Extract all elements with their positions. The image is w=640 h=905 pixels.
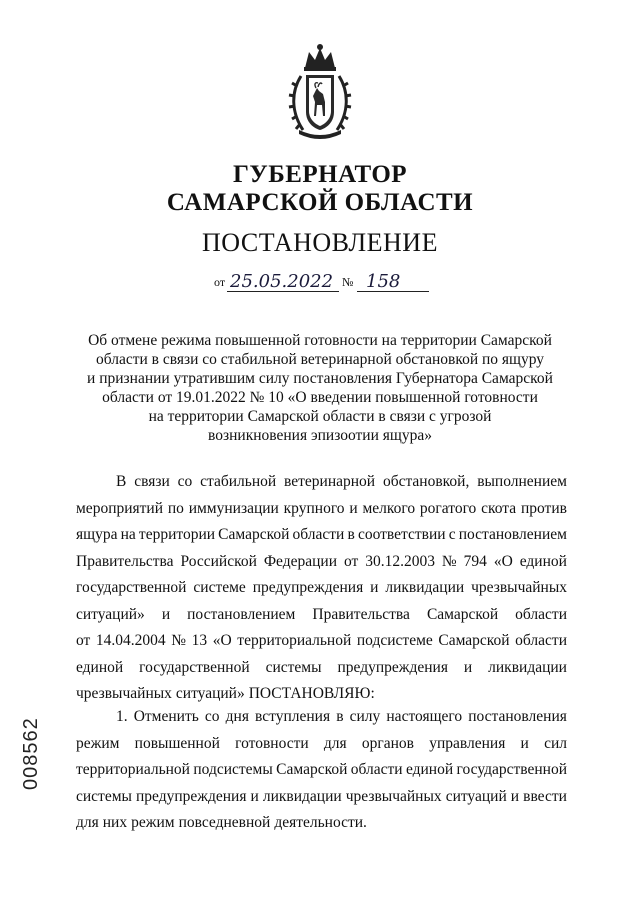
word: на bbox=[120, 526, 136, 543]
document-date: 25.05.2022 bbox=[230, 271, 334, 292]
word: 14.04.2004 bbox=[95, 632, 166, 649]
word: рогатого bbox=[419, 499, 477, 517]
word: В bbox=[116, 473, 127, 490]
text-line bbox=[76, 575, 567, 602]
word: и bbox=[510, 787, 520, 805]
word: выполнением bbox=[477, 473, 567, 490]
word: чрезвычайных bbox=[345, 787, 442, 805]
word: ликвидации bbox=[385, 579, 465, 596]
word: для bbox=[76, 814, 99, 831]
word: от bbox=[343, 552, 359, 570]
word: единой bbox=[519, 552, 567, 570]
word: государственной bbox=[139, 658, 250, 676]
word: территориальной bbox=[76, 761, 190, 778]
text-line bbox=[76, 549, 567, 576]
word: ввести bbox=[523, 787, 567, 805]
word: них bbox=[102, 814, 128, 831]
document-subject bbox=[60, 331, 580, 445]
word: ящура bbox=[76, 526, 118, 543]
text-line bbox=[76, 496, 567, 523]
word: № bbox=[171, 632, 187, 649]
word: ветеринарной bbox=[284, 473, 376, 490]
word: против bbox=[520, 499, 567, 517]
word: Самарской bbox=[276, 761, 348, 778]
word: предупреждения bbox=[337, 658, 448, 676]
word: Отменить bbox=[133, 708, 199, 725]
word: чрезвычайных bbox=[76, 685, 172, 702]
word: мелкого bbox=[362, 499, 416, 517]
word: Правительства bbox=[312, 605, 410, 623]
word: ПОСТАНОВЛЯЮ: bbox=[248, 685, 375, 702]
word: чрезвычайных bbox=[471, 579, 567, 596]
word: органов bbox=[361, 734, 414, 752]
word: Самарской bbox=[218, 526, 290, 543]
word: и bbox=[250, 787, 259, 805]
word: силу bbox=[349, 708, 381, 725]
word: системе bbox=[193, 579, 246, 596]
text-line bbox=[76, 522, 567, 549]
word: ликвидации bbox=[488, 658, 567, 676]
word: деятельности. bbox=[274, 814, 367, 831]
word: предупреждения bbox=[135, 787, 247, 805]
word: в bbox=[336, 708, 344, 725]
word: предупреждения bbox=[252, 579, 364, 596]
word: постановления bbox=[468, 708, 567, 725]
word: территориальной bbox=[237, 632, 352, 649]
word: и bbox=[520, 734, 529, 752]
text-line bbox=[76, 810, 567, 837]
word: и bbox=[349, 499, 358, 517]
word: подсистемы bbox=[193, 761, 273, 778]
word: управления bbox=[429, 734, 506, 752]
word: иммунизации bbox=[188, 499, 279, 517]
word: для bbox=[323, 734, 347, 752]
word: крупного bbox=[283, 499, 345, 517]
word: ситуаций» bbox=[175, 685, 245, 702]
word: постановлением bbox=[458, 526, 567, 543]
region-title: САМАРСКОЙ ОБЛАСТИ bbox=[166, 189, 474, 216]
number-label: № bbox=[342, 275, 354, 289]
text-line bbox=[76, 469, 567, 496]
subject-line: возникновения эпизоотии ящура» bbox=[208, 427, 432, 444]
word: повышенной bbox=[134, 734, 220, 752]
word: обстановкой, bbox=[382, 473, 470, 490]
word: дня bbox=[225, 708, 249, 725]
word: территории bbox=[138, 526, 216, 543]
word: ситуаций» bbox=[76, 605, 145, 623]
word: сил bbox=[544, 734, 567, 752]
subject-line: на территории Самарской области в связи с угрозой bbox=[148, 408, 492, 425]
word: «О bbox=[493, 552, 513, 570]
word: связи bbox=[134, 473, 170, 490]
word: со bbox=[177, 473, 193, 490]
paragraph-preamble bbox=[76, 469, 567, 708]
word: скота bbox=[481, 499, 517, 517]
document-type: ПОСТАНОВЛЕНИЕ bbox=[202, 228, 438, 257]
subject-line: области от 19.01.2022 № 10 «О введении повышенной готовности bbox=[102, 389, 538, 406]
word: в bbox=[347, 526, 355, 543]
word: ликвидации bbox=[262, 787, 342, 805]
word: № bbox=[441, 552, 457, 570]
date-number-line bbox=[214, 270, 434, 294]
word: Самарской bbox=[438, 632, 510, 649]
word: 30.12.2003 bbox=[365, 552, 435, 570]
document-number: 158 bbox=[366, 271, 401, 292]
word: вступления bbox=[255, 708, 331, 725]
word: системы bbox=[265, 658, 322, 676]
text-line bbox=[76, 704, 567, 731]
word: готовности bbox=[235, 734, 309, 752]
text-line bbox=[76, 731, 567, 758]
word: с bbox=[448, 526, 456, 543]
word: ситуаций bbox=[445, 787, 507, 805]
samara-coat-of-arms-icon bbox=[287, 42, 353, 140]
word: режим bbox=[76, 734, 120, 752]
word: области bbox=[515, 632, 567, 649]
date-from-label: от bbox=[214, 275, 226, 289]
word: Правительства bbox=[76, 552, 174, 570]
word: области bbox=[350, 761, 403, 778]
word: режим bbox=[131, 814, 175, 831]
word: Российской bbox=[180, 552, 257, 570]
word: области bbox=[292, 526, 345, 543]
subject-line: Об отмене режима повышенной готовности на территории Самарской bbox=[88, 332, 552, 349]
paragraph-item-1 bbox=[76, 704, 567, 837]
word: единой bbox=[76, 658, 124, 676]
word: единой bbox=[405, 761, 454, 778]
subject-line: и признании утратившим силу постановления Губернатора Самарской bbox=[87, 370, 553, 387]
word: подсистеме bbox=[356, 632, 433, 649]
word: Самарской bbox=[426, 605, 499, 623]
word: со bbox=[204, 708, 220, 725]
text-line bbox=[76, 757, 567, 784]
word: мероприятий bbox=[76, 499, 164, 517]
word: государственной bbox=[456, 761, 567, 778]
word: повседневной bbox=[178, 814, 271, 831]
word: постановлением bbox=[187, 605, 296, 623]
text-line bbox=[76, 655, 567, 682]
word: по bbox=[167, 499, 184, 517]
word: стабильной bbox=[200, 473, 277, 490]
registration-number: 008562 bbox=[20, 717, 42, 790]
word: 13 bbox=[191, 632, 208, 649]
word: 1. bbox=[116, 708, 128, 725]
word: и bbox=[161, 605, 171, 623]
text-line bbox=[76, 784, 567, 811]
word: и bbox=[463, 658, 473, 676]
word: от bbox=[76, 632, 91, 649]
word: 794 bbox=[463, 552, 487, 570]
word: системы bbox=[76, 787, 132, 805]
word: государственной bbox=[76, 579, 187, 596]
word: настоящего bbox=[386, 708, 463, 725]
word: и bbox=[370, 579, 379, 596]
text-line bbox=[76, 628, 567, 655]
word: соответствии bbox=[357, 526, 446, 543]
word: области bbox=[515, 605, 567, 623]
text-line bbox=[76, 602, 567, 629]
word: «О bbox=[212, 632, 232, 649]
subject-line: области в связи со стабильной ветеринарной обстановкой по ящуру bbox=[95, 351, 545, 368]
word: Федерации bbox=[263, 552, 338, 570]
governor-title: ГУБЕРНАТОР bbox=[232, 161, 408, 188]
